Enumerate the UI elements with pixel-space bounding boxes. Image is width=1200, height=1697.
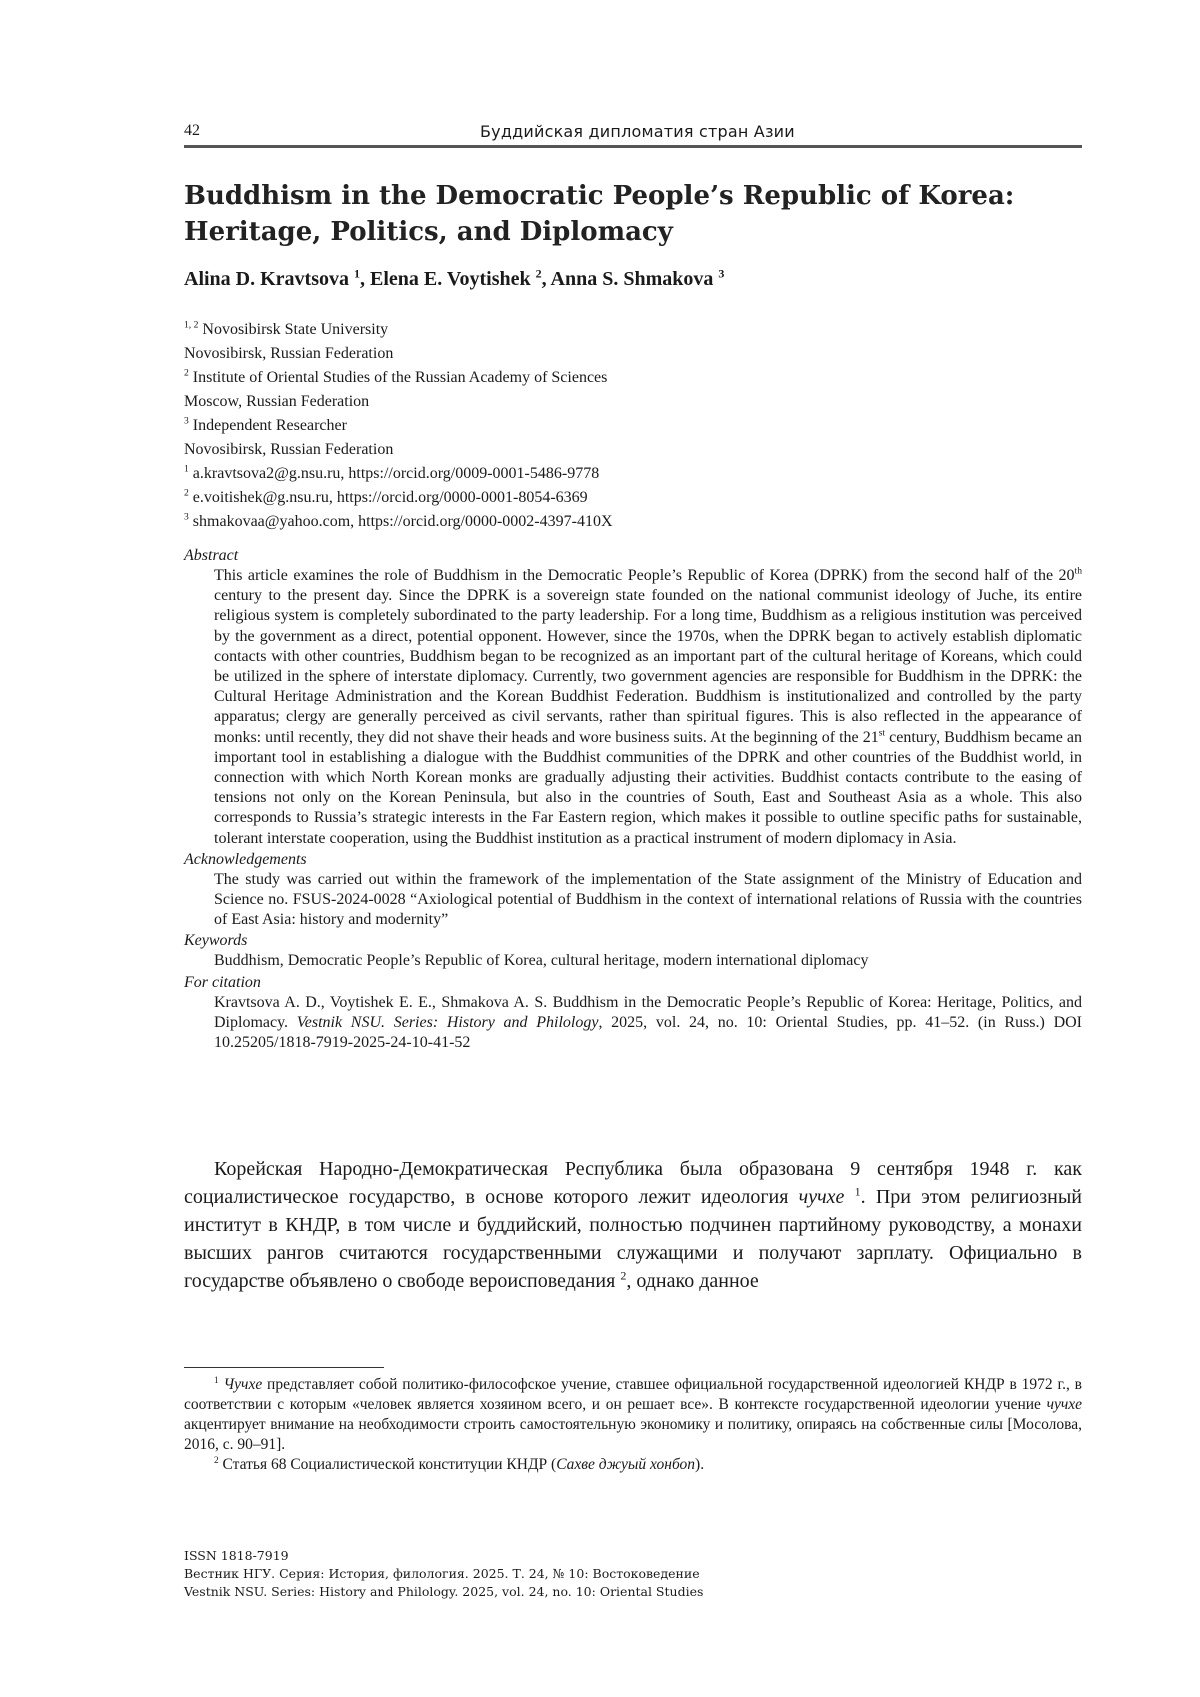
footnote-1-part-2: акцентирует внимание на необходимости строить самостоятельную экономику и политику, опираясь на собственные силы [Мосолова, 2016, с. 90–91]. <box>184 1416 1082 1453</box>
abstract-sup-2: st <box>878 727 886 739</box>
footnote-2-part-2: ). <box>695 1456 705 1473</box>
footnote-2-part-1: Статья 68 Социалистической конституции КНДР ( <box>222 1456 557 1473</box>
citation-journal: Vestnik NSU. Series: History and Philology <box>296 1013 599 1031</box>
footer-journal-en: Vestnik NSU. Series: History and Philology. 2025, vol. 24, no. 10: Oriental Studies <box>184 1584 704 1599</box>
affiliation-2-line-2: Moscow, Russian Federation <box>184 393 370 410</box>
body-part-2: . При этом религиозный институт в КНДР, в том числе и буддийский, полностью подчинен партийному руководству, а монахи высших рангов считаются государственными служащими и получают зарплату. Официально в государстве объявлено о свободе вероисповедания <box>184 1186 1083 1292</box>
affiliation-2-sup: 2 <box>184 367 189 379</box>
abstract-section <box>184 545 1082 1053</box>
title-line-2: Heritage, Politics, and Diplomacy <box>184 217 673 247</box>
citation-part-1: Kravtsova A. D., Voytishek E. E., Shmakova A. S. Buddhism in the Democratic People’s Republic of Korea: Heritage, Politics, and Diplomacy. <box>214 993 1082 1031</box>
citation-text <box>214 993 1082 1054</box>
title-line-1: Buddhism in the Democratic People’s Republic of Korea: <box>184 181 1015 211</box>
author-sep-2: , <box>541 268 551 290</box>
affiliation-3-name: Independent Researcher <box>192 417 347 434</box>
affiliation-2-line-1 <box>184 366 613 390</box>
footnote-1-sup: 1 <box>214 1375 219 1386</box>
keywords-label: Keywords <box>184 932 248 950</box>
footnote-2 <box>184 1455 1082 1475</box>
author-3: Anna S. Shmakova <box>550 268 714 290</box>
contact-1-text: a.kravtsova2@g.nsu.ru, https://orcid.org/0009-0001-5486-9778 <box>192 465 600 482</box>
contact-2 <box>184 486 613 510</box>
contact-3-sup: 3 <box>184 511 189 523</box>
page-footer <box>184 1547 703 1601</box>
author-2-sup: 2 <box>535 266 542 281</box>
body-term-juche: чучхе <box>798 1186 845 1208</box>
footer-journal-ru: Вестник НГУ. Серия: История, филология. 2025. Т. 24, № 10: Востоковедение <box>184 1566 700 1581</box>
footnote-2-sup: 2 <box>214 1455 219 1466</box>
footer-issn: ISSN 1818-7919 <box>184 1548 289 1563</box>
affiliation-3-sup: 3 <box>184 415 189 427</box>
author-list <box>184 268 724 291</box>
abstract-part-1: This article examines the role of Buddhism in the Democratic People’s Republic of Korea (DPRK) from the second half of the 20 <box>214 567 1075 584</box>
contact-3 <box>184 510 613 534</box>
footnote-1 <box>184 1375 1082 1455</box>
abstract-part-2: century to the present day. Since the DPRK is a sovereign state founded on the national communist ideology of Juche, its entire religious system is completely subordinated to the party leadership. For a long time, Buddhism as a religious institution was perceived by the government as a direct, potential opponent. However, since the 1970s, when the DPRK began to actively establish diplomatic contacts with other countries, Buddhism began to be recognized as an important part of the cultural heritage of Koreans, which could be utilized in the sphere of interstate diplomacy. Currently, two government agencies are responsible for Buddhism in the DPRK: the Cultural Heritage Administration and the Korean Buddhist Federation. Buddhism is institutionalized and controlled by the party apparatus; clergy are generally perceived as civil servants, rather than spiritual figures. This is also reflected in the appearance of monks: until recently, they did not shave their heads and wore business suits. At the beginning of the 21 <box>214 587 1082 746</box>
affiliation-1-line-2: Novosibirsk, Russian Federation <box>184 345 394 362</box>
contact-2-text: e.voitishek@g.nsu.ru, https://orcid.org/0000-0001-8054-6369 <box>192 489 588 506</box>
affiliation-1-name: Novosibirsk State University <box>202 321 389 338</box>
acknowledgements-label: Acknowledgements <box>184 850 307 868</box>
article-title <box>184 178 1084 250</box>
footnote-1-term-2: чучхе <box>1046 1396 1082 1413</box>
abstract-part-3: century, Buddhism became an important tool in establishing a dialogue with the Buddhist communities of the DPRK and other countries of the Buddhist world, in connection with which North Korean monks are gradually adjusting their activities. Buddhist contacts contribute to the easing of tensions not only on the Korean Peninsula, but also in the countries of South, East and Southeast Asia as a whole. This also corresponds to Russia’s strategic interests in the Far Eastern region, which makes it possible to outline specific paths for sustainable, tolerant interstate cooperation, using the Buddhist institution as a practical instrument of modern diplomacy in Asia. <box>214 728 1082 847</box>
citation-label: For citation <box>184 973 261 991</box>
contact-2-sup: 2 <box>184 487 189 499</box>
page-number: 42 <box>184 122 200 139</box>
abstract-text <box>214 566 1082 849</box>
contact-3-text: shmakovaa@yahoo.com, https://orcid.org/0000-0002-4397-410X <box>192 513 613 530</box>
abstract-sup-1: th <box>1074 565 1082 577</box>
running-title: Буддийская дипломатия стран Азии <box>480 122 795 141</box>
body-part-3: , однако данное <box>626 1270 759 1292</box>
keywords-text: Buddhism, Democratic People’s Republic of Korea, cultural heritage, modern international diplomacy <box>214 952 869 970</box>
footnote-1-part-1: представляет собой политико-философское учение, ставшее официальной государственной идеологией КНДР в 1972 г., в соответствии с которым «человек является хозяином всего, и он решает все». В контексте государственной идеологии учение <box>184 1376 1083 1413</box>
author-2: Elena E. Voytishek <box>370 268 531 290</box>
author-sep-1: , <box>360 268 370 290</box>
author-3-sup: 3 <box>718 266 725 281</box>
footnote-2-term: Сахве джуый хонбоп <box>556 1456 696 1473</box>
affiliations <box>184 318 613 534</box>
footnote-rule <box>184 1367 384 1368</box>
affiliation-1-line-1 <box>184 318 613 342</box>
author-1-sup: 1 <box>354 266 360 281</box>
body-paragraph <box>184 1155 1082 1295</box>
footnote-ref-1[interactable]: 1 <box>854 1184 861 1199</box>
contact-1 <box>184 462 613 486</box>
affiliation-2-name: Institute of Oriental Studies of the Russian Academy of Sciences <box>192 369 608 386</box>
acknowledgements-text: The study was carried out within the framework of the implementation of the State assignment of the Ministry of Education and Science no. FSUS-2024-0028 “Axiological potential of Buddhism in the context of international relations of Russia with the countries of East Asia: history and modernity” <box>214 870 1082 929</box>
contact-1-sup: 1 <box>184 463 189 475</box>
body-part-1: Корейская Народно-Демократическая Республика была образована 9 сентября 1948 г. как социалистическое государство, в основе которого лежит идеология <box>184 1158 1082 1208</box>
footnote-1-term: Чучхе <box>223 1376 263 1393</box>
author-1: Alina D. Kravtsova <box>184 268 349 290</box>
affiliation-3-line-1 <box>184 414 613 438</box>
header-rule <box>184 145 1082 148</box>
citation-part-2: , 2025, vol. 24, no. 10: Oriental Studies, pp. 41–52. (in Russ.) DOI 10.25205/1818-7919-2025-24-10-41-52 <box>214 1013 1082 1052</box>
affiliation-1-sup: 1, 2 <box>184 319 199 331</box>
footnote-ref-2[interactable]: 2 <box>620 1268 627 1283</box>
affiliation-3-line-2: Novosibirsk, Russian Federation <box>184 441 394 458</box>
abstract-label: Abstract <box>184 547 239 564</box>
footnotes <box>184 1375 1082 1475</box>
